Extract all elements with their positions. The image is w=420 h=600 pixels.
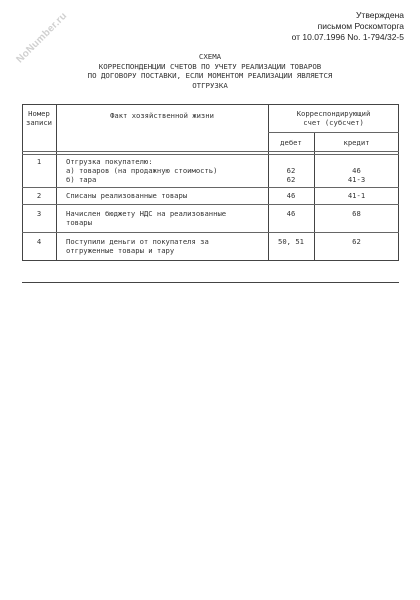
- row-fact: Списаны реализованные товары: [66, 191, 188, 200]
- row-number: 2: [36, 191, 42, 200]
- approval-stamp: [292, 10, 404, 43]
- document-heading: [30, 52, 390, 90]
- row-number: 4: [36, 237, 42, 246]
- row-debit: 46: [286, 191, 296, 200]
- table-border: [22, 154, 399, 155]
- table-border: [22, 204, 399, 205]
- row-credit: 62: [352, 237, 361, 246]
- header-number: Номер записи: [26, 109, 52, 127]
- approval-line: Утверждена: [356, 10, 404, 20]
- approval-line: письмом Роскомторга: [317, 21, 404, 31]
- table-border: [22, 232, 399, 233]
- table-border: [56, 105, 57, 260]
- header-correspondence: Корреспондирующий счет (субсчет): [296, 109, 371, 127]
- row-credit: 41-1: [347, 191, 366, 200]
- document-subtitle-line: КОРРЕСПОНДЕНЦИИ СЧЕТОВ ПО УЧЕТУ РЕАЛИЗАЦИИ ТОВАРОВ: [98, 61, 322, 71]
- header-debit: дебет: [280, 138, 302, 147]
- header-fact: Факт хозяйственной жизни: [110, 111, 214, 120]
- watermark: NoNumber.ru: [14, 10, 70, 66]
- row-debit: 62 62: [286, 166, 296, 184]
- bottom-rule: [22, 282, 399, 283]
- row-number: 3: [36, 209, 42, 218]
- table-border: [268, 132, 399, 133]
- header-credit: кредит: [343, 138, 370, 147]
- approval-line: от 10.07.1996 No. 1-794/32-5: [291, 32, 404, 42]
- document-subtitle-line: ПО ДОГОВОРУ ПОСТАВКИ, ЕСЛИ МОМЕНТОМ РЕАЛИЗАЦИИ ЯВЛЯЕТСЯ: [87, 71, 333, 81]
- table-border: [22, 151, 399, 152]
- document-subtitle-line: ОТГРУЗКА: [192, 80, 228, 90]
- row-number: 1: [36, 157, 42, 166]
- row-debit: 50, 51: [278, 237, 304, 246]
- row-fact: Поступили деньги от покупателя за отгруженные товары и тару: [66, 237, 209, 255]
- correspondence-table: [22, 104, 399, 261]
- row-credit: 46 41-3: [347, 166, 366, 184]
- table-border: [22, 187, 399, 188]
- row-fact: Начислен бюджету НДС на реализованные товары: [66, 209, 227, 227]
- document-title: СХЕМА: [198, 52, 222, 61]
- row-debit: 46: [286, 209, 296, 218]
- row-fact: Отгрузка покупателю: а) товаров (на продажную стоимость) б) тара: [66, 157, 218, 184]
- row-credit: 68: [352, 209, 361, 218]
